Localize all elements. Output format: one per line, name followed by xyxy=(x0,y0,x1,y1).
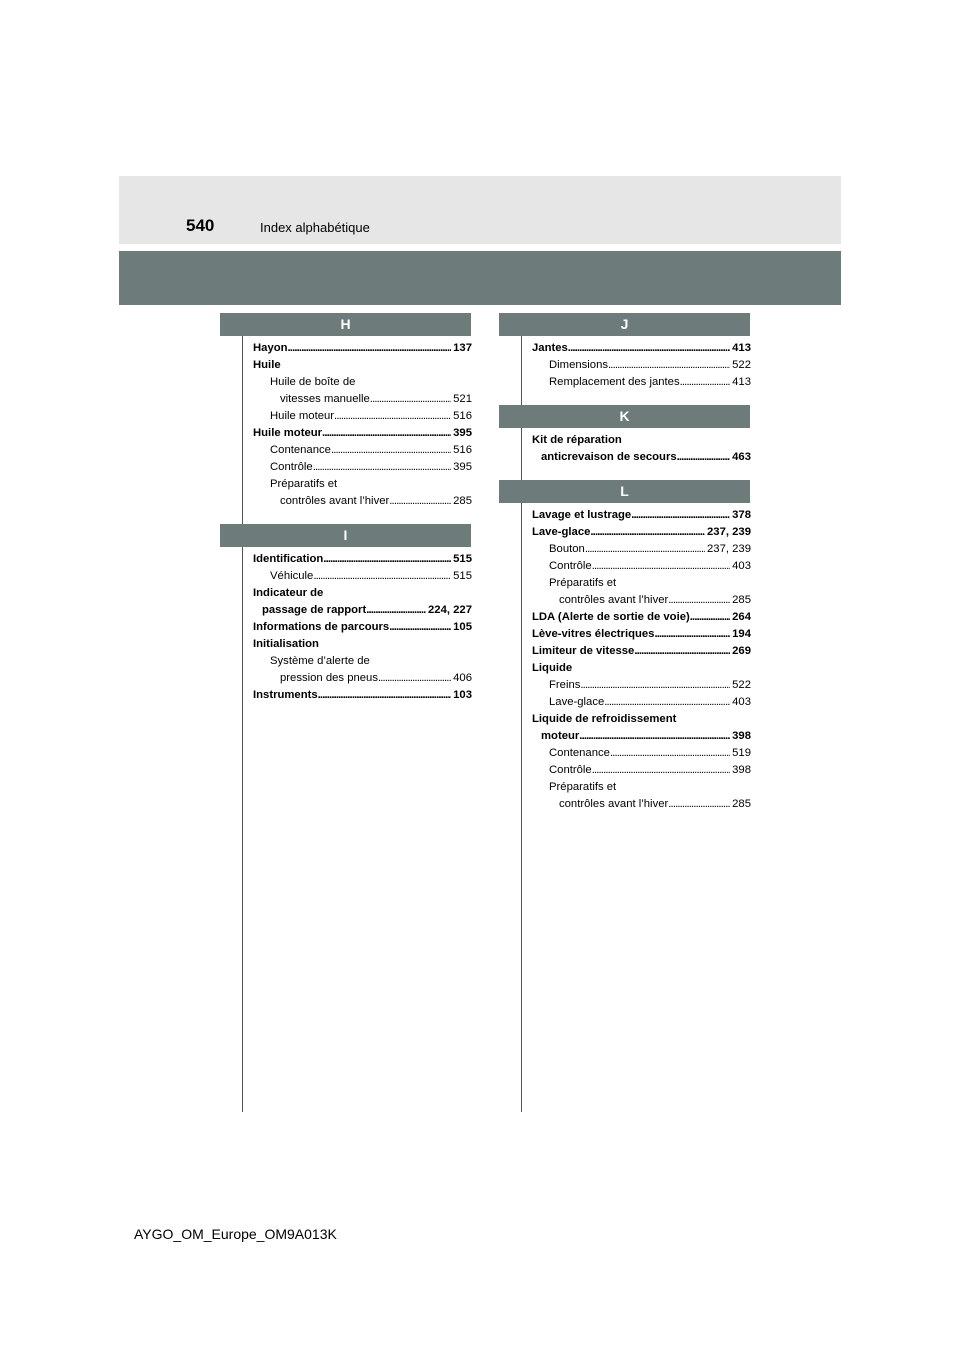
section-entries-j xyxy=(521,336,751,405)
index-entry: Bouton . . . 237, 239 xyxy=(532,541,751,558)
index-entry: LDA (Alerte de sortie de voie) . . . 264 xyxy=(532,609,751,626)
index-entry: Remplacement des jantes . . . 413 xyxy=(532,374,751,391)
index-entry: Contenance . . . 516 xyxy=(253,442,472,459)
page-title: Index alphabétique xyxy=(260,220,370,235)
section-entries-h xyxy=(242,336,472,524)
header-dark-band xyxy=(119,251,841,305)
index-entry: Préparatifs et xyxy=(270,478,338,490)
section-entries-k xyxy=(521,428,751,480)
index-entry: Informations de parcours . . . 105 xyxy=(253,619,472,636)
index-entry: Dimensions . . . 522 xyxy=(532,357,751,374)
index-entry: Identification . . . 515 xyxy=(253,551,472,568)
index-entry: contrôles avant l’hiver . . . 285 xyxy=(253,493,472,510)
section-heading-l: L xyxy=(499,480,750,503)
index-entry: passage de rapport . . . 224, 227 xyxy=(253,602,472,619)
section-heading-j: J xyxy=(499,313,750,336)
index-entry: Préparatifs et xyxy=(549,577,617,589)
index-entry: Contrôle . . . 398 xyxy=(532,762,751,779)
index-entry: Contrôle . . . 403 xyxy=(532,558,751,575)
index-entry: Instruments . . . 103 xyxy=(253,687,472,704)
index-column-left xyxy=(242,313,472,718)
index-entry: moteur . . . 398 xyxy=(532,728,751,745)
index-entry: Huile moteur . . . 516 xyxy=(253,408,472,425)
index-entry: Lavage et lustrage . . . 378 xyxy=(532,507,751,524)
index-entry: Indicateur de xyxy=(253,587,324,599)
index-entry: Freins . . . 522 xyxy=(532,677,751,694)
index-entry: Liquide de refroidissement xyxy=(532,713,677,725)
index-entry: Huile xyxy=(253,359,281,371)
index-entry: Lève-vitres électriques . . . 194 xyxy=(532,626,751,643)
page-number: 540 xyxy=(186,216,215,235)
index-entry: anticrevaison de secours . . . 463 xyxy=(532,449,751,466)
index-entry: Liquide xyxy=(532,662,573,674)
section-heading-k: K xyxy=(499,405,750,428)
index-entry: Lave-glace . . . 237, 239 xyxy=(532,524,751,541)
document-code: AYGO_OM_Europe_OM9A013K xyxy=(134,1226,337,1242)
index-entry: Contenance . . . 519 xyxy=(532,745,751,762)
index-entry: pression des pneus . . . 406 xyxy=(253,670,472,687)
section-entries-l xyxy=(521,503,751,827)
index-entry: contrôles avant l’hiver . . . 285 xyxy=(532,592,751,609)
index-column-right xyxy=(521,313,751,827)
section-heading-h: H xyxy=(220,313,471,336)
index-entry: Préparatifs et xyxy=(549,781,617,793)
index-entry: Limiteur de vitesse . . . 269 xyxy=(532,643,751,660)
section-entries-i xyxy=(242,547,472,718)
index-entry: Hayon . . . 137 xyxy=(253,340,472,357)
index-entry: Système d’alerte de xyxy=(270,655,370,667)
index-entry: vitesses manuelle . . . 521 xyxy=(253,391,472,408)
index-entry: Lave-glace . . . 403 xyxy=(532,694,751,711)
index-entry: contrôles avant l’hiver . . . 285 xyxy=(532,796,751,813)
header-band xyxy=(119,176,841,244)
index-entry: Kit de réparation xyxy=(532,434,622,446)
index-entry: Jantes . . . 413 xyxy=(532,340,751,357)
index-entry: Initialisation xyxy=(253,638,319,650)
index-entry: Contrôle . . . 395 xyxy=(253,459,472,476)
index-entry: Véhicule . . . 515 xyxy=(253,568,472,585)
index-entry: Huile de boîte de xyxy=(270,376,356,388)
index-entry: Huile moteur . . . 395 xyxy=(253,425,472,442)
section-heading-i: I xyxy=(220,524,471,547)
